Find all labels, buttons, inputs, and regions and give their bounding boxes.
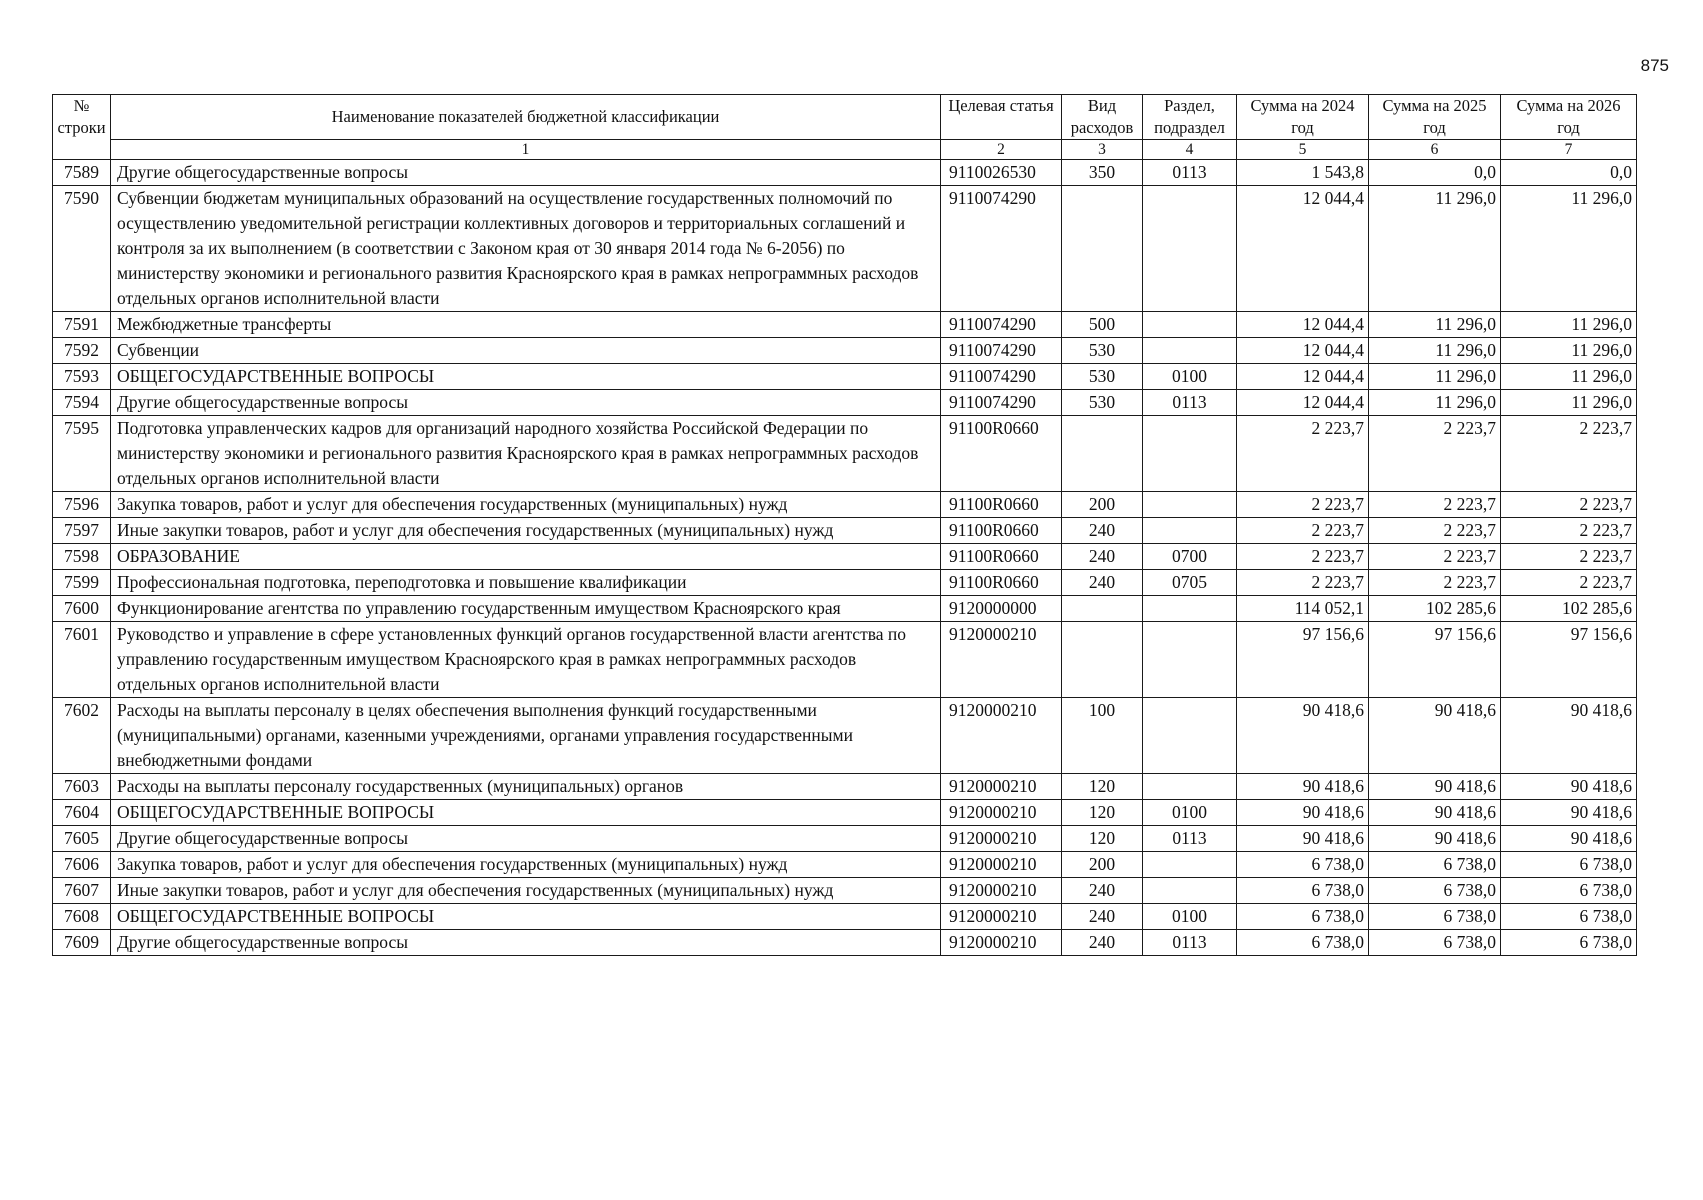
section-cell: [1143, 878, 1237, 904]
target-article-cell: 9110074290: [941, 186, 1062, 312]
section-cell: 0100: [1143, 800, 1237, 826]
sum-2026-cell: 6 738,0: [1501, 878, 1637, 904]
table-row: [53, 930, 1637, 956]
sum-2025-cell: 6 738,0: [1369, 878, 1501, 904]
target-article-cell: 9120000210: [941, 826, 1062, 852]
expense-type-cell: 240: [1062, 878, 1143, 904]
section-cell: 0700: [1143, 544, 1237, 570]
table-row: [53, 416, 1637, 492]
expense-type-cell: 120: [1062, 826, 1143, 852]
target-article-cell: 91100R0660: [941, 416, 1062, 492]
section-cell: 0113: [1143, 390, 1237, 416]
indicator-name-cell: Субвенции бюджетам муниципальных образований на осуществление государственных полномочий по осуществлению уведомительной регистрации коллективных договоров и территориальных соглашений и контроля за их выполнением (в соответствии с Законом края от 30 января 2014 года № 6-2056) по министерству экономики и регионального развития Красноярского края в рамках непрограммных расходов отдельных органов исполнительной власти: [111, 186, 941, 312]
table-row: [53, 390, 1637, 416]
sum-2024-cell: 90 418,6: [1237, 774, 1369, 800]
expense-type-cell: 240: [1062, 518, 1143, 544]
row-number-cell: 7596: [53, 492, 111, 518]
section-cell: 0113: [1143, 930, 1237, 956]
sum-2025-cell: 11 296,0: [1369, 312, 1501, 338]
header-row-no: № строки: [53, 95, 111, 160]
section-cell: [1143, 596, 1237, 622]
table-row: [53, 518, 1637, 544]
row-number-cell: 7605: [53, 826, 111, 852]
target-article-cell: 9120000210: [941, 878, 1062, 904]
indicator-name-cell: Профессиональная подготовка, переподготовка и повышение квалификации: [111, 570, 941, 596]
target-article-cell: 9110074290: [941, 364, 1062, 390]
target-article-cell: 9120000000: [941, 596, 1062, 622]
sum-2026-cell: 11 296,0: [1501, 312, 1637, 338]
sum-2024-cell: 6 738,0: [1237, 930, 1369, 956]
section-cell: 0113: [1143, 826, 1237, 852]
section-cell: [1143, 852, 1237, 878]
sum-2025-cell: 97 156,6: [1369, 622, 1501, 698]
indicator-name-cell: Руководство и управление в сфере установленных функций органов государственной власти агентства по управлению государственным имуществом Красноярского края в рамках непрограммных расходов отдельных органов исполнительной власти: [111, 622, 941, 698]
sum-2026-cell: 2 223,7: [1501, 518, 1637, 544]
section-cell: [1143, 416, 1237, 492]
sum-2024-cell: 12 044,4: [1237, 364, 1369, 390]
target-article-cell: 9110026530: [941, 160, 1062, 186]
table-row: [53, 698, 1637, 774]
expense-type-cell: 240: [1062, 544, 1143, 570]
expense-type-cell: 240: [1062, 930, 1143, 956]
row-number-cell: 7600: [53, 596, 111, 622]
section-cell: [1143, 186, 1237, 312]
sum-2026-cell: 0,0: [1501, 160, 1637, 186]
sum-2024-cell: 6 738,0: [1237, 852, 1369, 878]
sum-2026-cell: 2 223,7: [1501, 492, 1637, 518]
indicator-name-cell: ОБЩЕГОСУДАРСТВЕННЫЕ ВОПРОСЫ: [111, 364, 941, 390]
indicator-name-cell: Иные закупки товаров, работ и услуг для обеспечения государственных (муниципальных) нужд: [111, 518, 941, 544]
sum-2024-cell: 1 543,8: [1237, 160, 1369, 186]
section-cell: [1143, 774, 1237, 800]
sum-2024-cell: 12 044,4: [1237, 390, 1369, 416]
row-number-cell: 7597: [53, 518, 111, 544]
sum-2025-cell: 6 738,0: [1369, 930, 1501, 956]
header-expense-type: Вид расходов: [1062, 95, 1143, 140]
expense-type-cell: 530: [1062, 338, 1143, 364]
expense-type-cell: [1062, 622, 1143, 698]
sum-2024-cell: 2 223,7: [1237, 570, 1369, 596]
indicator-name-cell: ОБРАЗОВАНИЕ: [111, 544, 941, 570]
section-cell: 0100: [1143, 364, 1237, 390]
sum-2025-cell: 2 223,7: [1369, 518, 1501, 544]
expense-type-cell: 530: [1062, 390, 1143, 416]
expense-type-cell: [1062, 186, 1143, 312]
sum-2025-cell: 90 418,6: [1369, 698, 1501, 774]
target-article-cell: 91100R0660: [941, 570, 1062, 596]
sum-2026-cell: 11 296,0: [1501, 338, 1637, 364]
table-row: [53, 622, 1637, 698]
target-article-cell: 91100R0660: [941, 518, 1062, 544]
sum-2026-cell: 2 223,7: [1501, 570, 1637, 596]
sum-2025-cell: 2 223,7: [1369, 492, 1501, 518]
expense-type-cell: 240: [1062, 570, 1143, 596]
row-number-cell: 7589: [53, 160, 111, 186]
section-cell: [1143, 622, 1237, 698]
sum-2025-cell: 90 418,6: [1369, 826, 1501, 852]
sum-2025-cell: 2 223,7: [1369, 570, 1501, 596]
indicator-name-cell: Подготовка управленческих кадров для организаций народного хозяйства Российской Федерации по министерству экономики и регионального развития Красноярского края в рамках непрограммных расходов отдельных органов исполнительной власти: [111, 416, 941, 492]
column-number: 1: [111, 140, 941, 160]
table-header: [53, 95, 1637, 160]
indicator-name-cell: ОБЩЕГОСУДАРСТВЕННЫЕ ВОПРОСЫ: [111, 904, 941, 930]
sum-2024-cell: 2 223,7: [1237, 416, 1369, 492]
sum-2025-cell: 2 223,7: [1369, 544, 1501, 570]
target-article-cell: 9110074290: [941, 338, 1062, 364]
indicator-name-cell: Иные закупки товаров, работ и услуг для обеспечения государственных (муниципальных) нужд: [111, 878, 941, 904]
section-cell: [1143, 492, 1237, 518]
header-sum-2024: Сумма на 2024 год: [1237, 95, 1369, 140]
row-number-cell: 7598: [53, 544, 111, 570]
row-number-cell: 7609: [53, 930, 111, 956]
table-row: [53, 492, 1637, 518]
table-row: [53, 852, 1637, 878]
column-number: 7: [1501, 140, 1637, 160]
indicator-name-cell: Закупка товаров, работ и услуг для обеспечения государственных (муниципальных) нужд: [111, 852, 941, 878]
target-article-cell: 91100R0660: [941, 544, 1062, 570]
target-article-cell: 9120000210: [941, 904, 1062, 930]
table-row: [53, 544, 1637, 570]
page-number: 875: [1640, 56, 1669, 75]
row-number-cell: 7606: [53, 852, 111, 878]
sum-2024-cell: 12 044,4: [1237, 312, 1369, 338]
table-row: [53, 160, 1637, 186]
column-number: 4: [1143, 140, 1237, 160]
section-cell: 0113: [1143, 160, 1237, 186]
sum-2026-cell: 97 156,6: [1501, 622, 1637, 698]
target-article-cell: 9120000210: [941, 852, 1062, 878]
indicator-name-cell: Другие общегосударственные вопросы: [111, 930, 941, 956]
row-number-cell: 7599: [53, 570, 111, 596]
sum-2026-cell: 6 738,0: [1501, 904, 1637, 930]
expense-type-cell: 200: [1062, 492, 1143, 518]
table-row: [53, 570, 1637, 596]
sum-2026-cell: 102 285,6: [1501, 596, 1637, 622]
indicator-name-cell: Межбюджетные трансферты: [111, 312, 941, 338]
sum-2025-cell: 2 223,7: [1369, 416, 1501, 492]
indicator-name-cell: Другие общегосударственные вопросы: [111, 826, 941, 852]
sum-2025-cell: 6 738,0: [1369, 852, 1501, 878]
row-number-cell: 7594: [53, 390, 111, 416]
sum-2024-cell: 2 223,7: [1237, 492, 1369, 518]
target-article-cell: 9120000210: [941, 930, 1062, 956]
sum-2025-cell: 6 738,0: [1369, 904, 1501, 930]
row-number-cell: 7590: [53, 186, 111, 312]
row-number-cell: 7607: [53, 878, 111, 904]
section-cell: [1143, 338, 1237, 364]
header-sum-2025: Сумма на 2025 год: [1369, 95, 1501, 140]
column-number: 3: [1062, 140, 1143, 160]
sum-2025-cell: 90 418,6: [1369, 800, 1501, 826]
row-number-cell: 7608: [53, 904, 111, 930]
sum-2024-cell: 6 738,0: [1237, 904, 1369, 930]
sum-2025-cell: 11 296,0: [1369, 390, 1501, 416]
target-article-cell: 9120000210: [941, 800, 1062, 826]
table-row: [53, 904, 1637, 930]
expense-type-cell: [1062, 596, 1143, 622]
column-number: 6: [1369, 140, 1501, 160]
expense-type-cell: 120: [1062, 800, 1143, 826]
sum-2026-cell: 2 223,7: [1501, 416, 1637, 492]
indicator-name-cell: Функционирование агентства по управлению государственным имуществом Красноярского края: [111, 596, 941, 622]
sum-2024-cell: 97 156,6: [1237, 622, 1369, 698]
table-row: [53, 364, 1637, 390]
sum-2026-cell: 90 418,6: [1501, 774, 1637, 800]
column-number: 5: [1237, 140, 1369, 160]
sum-2025-cell: 102 285,6: [1369, 596, 1501, 622]
target-article-cell: 9120000210: [941, 622, 1062, 698]
sum-2024-cell: 90 418,6: [1237, 826, 1369, 852]
indicator-name-cell: Другие общегосударственные вопросы: [111, 390, 941, 416]
row-number-cell: 7604: [53, 800, 111, 826]
target-article-cell: 91100R0660: [941, 492, 1062, 518]
sum-2024-cell: 2 223,7: [1237, 544, 1369, 570]
expense-type-cell: 500: [1062, 312, 1143, 338]
sum-2026-cell: 90 418,6: [1501, 800, 1637, 826]
table-row: [53, 774, 1637, 800]
sum-2025-cell: 11 296,0: [1369, 338, 1501, 364]
row-number-cell: 7601: [53, 622, 111, 698]
header-name: Наименование показателей бюджетной классификации: [111, 95, 941, 140]
row-number-cell: 7603: [53, 774, 111, 800]
sum-2025-cell: 11 296,0: [1369, 186, 1501, 312]
row-number-cell: 7602: [53, 698, 111, 774]
header-target: Целевая статья: [941, 95, 1062, 140]
sum-2025-cell: 11 296,0: [1369, 364, 1501, 390]
target-article-cell: 9120000210: [941, 698, 1062, 774]
expense-type-cell: 200: [1062, 852, 1143, 878]
column-number: 2: [941, 140, 1062, 160]
table-body: [53, 160, 1637, 956]
sum-2024-cell: 114 052,1: [1237, 596, 1369, 622]
column-number-row: [53, 140, 1637, 160]
row-number-cell: 7593: [53, 364, 111, 390]
sum-2024-cell: 90 418,6: [1237, 800, 1369, 826]
sum-2024-cell: 12 044,4: [1237, 186, 1369, 312]
expense-type-cell: 240: [1062, 904, 1143, 930]
sum-2026-cell: 6 738,0: [1501, 852, 1637, 878]
budget-table: [52, 94, 1637, 956]
table-row: [53, 186, 1637, 312]
sum-2026-cell: 90 418,6: [1501, 826, 1637, 852]
indicator-name-cell: Субвенции: [111, 338, 941, 364]
section-cell: [1143, 698, 1237, 774]
sum-2024-cell: 2 223,7: [1237, 518, 1369, 544]
table-row: [53, 800, 1637, 826]
section-cell: 0100: [1143, 904, 1237, 930]
section-cell: [1143, 312, 1237, 338]
section-cell: [1143, 518, 1237, 544]
sum-2024-cell: 6 738,0: [1237, 878, 1369, 904]
indicator-name-cell: Закупка товаров, работ и услуг для обеспечения государственных (муниципальных) нужд: [111, 492, 941, 518]
sum-2026-cell: 2 223,7: [1501, 544, 1637, 570]
sum-2026-cell: 90 418,6: [1501, 698, 1637, 774]
header-section: Раздел, подраздел: [1143, 95, 1237, 140]
sum-2026-cell: 11 296,0: [1501, 186, 1637, 312]
sum-2024-cell: 90 418,6: [1237, 698, 1369, 774]
table-row: [53, 596, 1637, 622]
expense-type-cell: 100: [1062, 698, 1143, 774]
sum-2026-cell: 11 296,0: [1501, 364, 1637, 390]
target-article-cell: 9120000210: [941, 774, 1062, 800]
indicator-name-cell: Другие общегосударственные вопросы: [111, 160, 941, 186]
expense-type-cell: [1062, 416, 1143, 492]
sum-2026-cell: 6 738,0: [1501, 930, 1637, 956]
indicator-name-cell: Расходы на выплаты персоналу в целях обеспечения выполнения функций государственными (муниципальными) органами, казенными учреждениями, органами управления государственными внебюджетными фондами: [111, 698, 941, 774]
target-article-cell: 9110074290: [941, 390, 1062, 416]
sum-2025-cell: 0,0: [1369, 160, 1501, 186]
row-number-cell: 7595: [53, 416, 111, 492]
header-row: [53, 95, 1637, 140]
sum-2025-cell: 90 418,6: [1369, 774, 1501, 800]
row-number-cell: 7592: [53, 338, 111, 364]
target-article-cell: 9110074290: [941, 312, 1062, 338]
header-sum-2026: Сумма на 2026 год: [1501, 95, 1637, 140]
expense-type-cell: 530: [1062, 364, 1143, 390]
section-cell: 0705: [1143, 570, 1237, 596]
row-number-cell: 7591: [53, 312, 111, 338]
indicator-name-cell: ОБЩЕГОСУДАРСТВЕННЫЕ ВОПРОСЫ: [111, 800, 941, 826]
sum-2026-cell: 11 296,0: [1501, 390, 1637, 416]
table-row: [53, 826, 1637, 852]
table-row: [53, 312, 1637, 338]
expense-type-cell: 350: [1062, 160, 1143, 186]
indicator-name-cell: Расходы на выплаты персоналу государственных (муниципальных) органов: [111, 774, 941, 800]
sum-2024-cell: 12 044,4: [1237, 338, 1369, 364]
table-row: [53, 338, 1637, 364]
expense-type-cell: 120: [1062, 774, 1143, 800]
table-row: [53, 878, 1637, 904]
